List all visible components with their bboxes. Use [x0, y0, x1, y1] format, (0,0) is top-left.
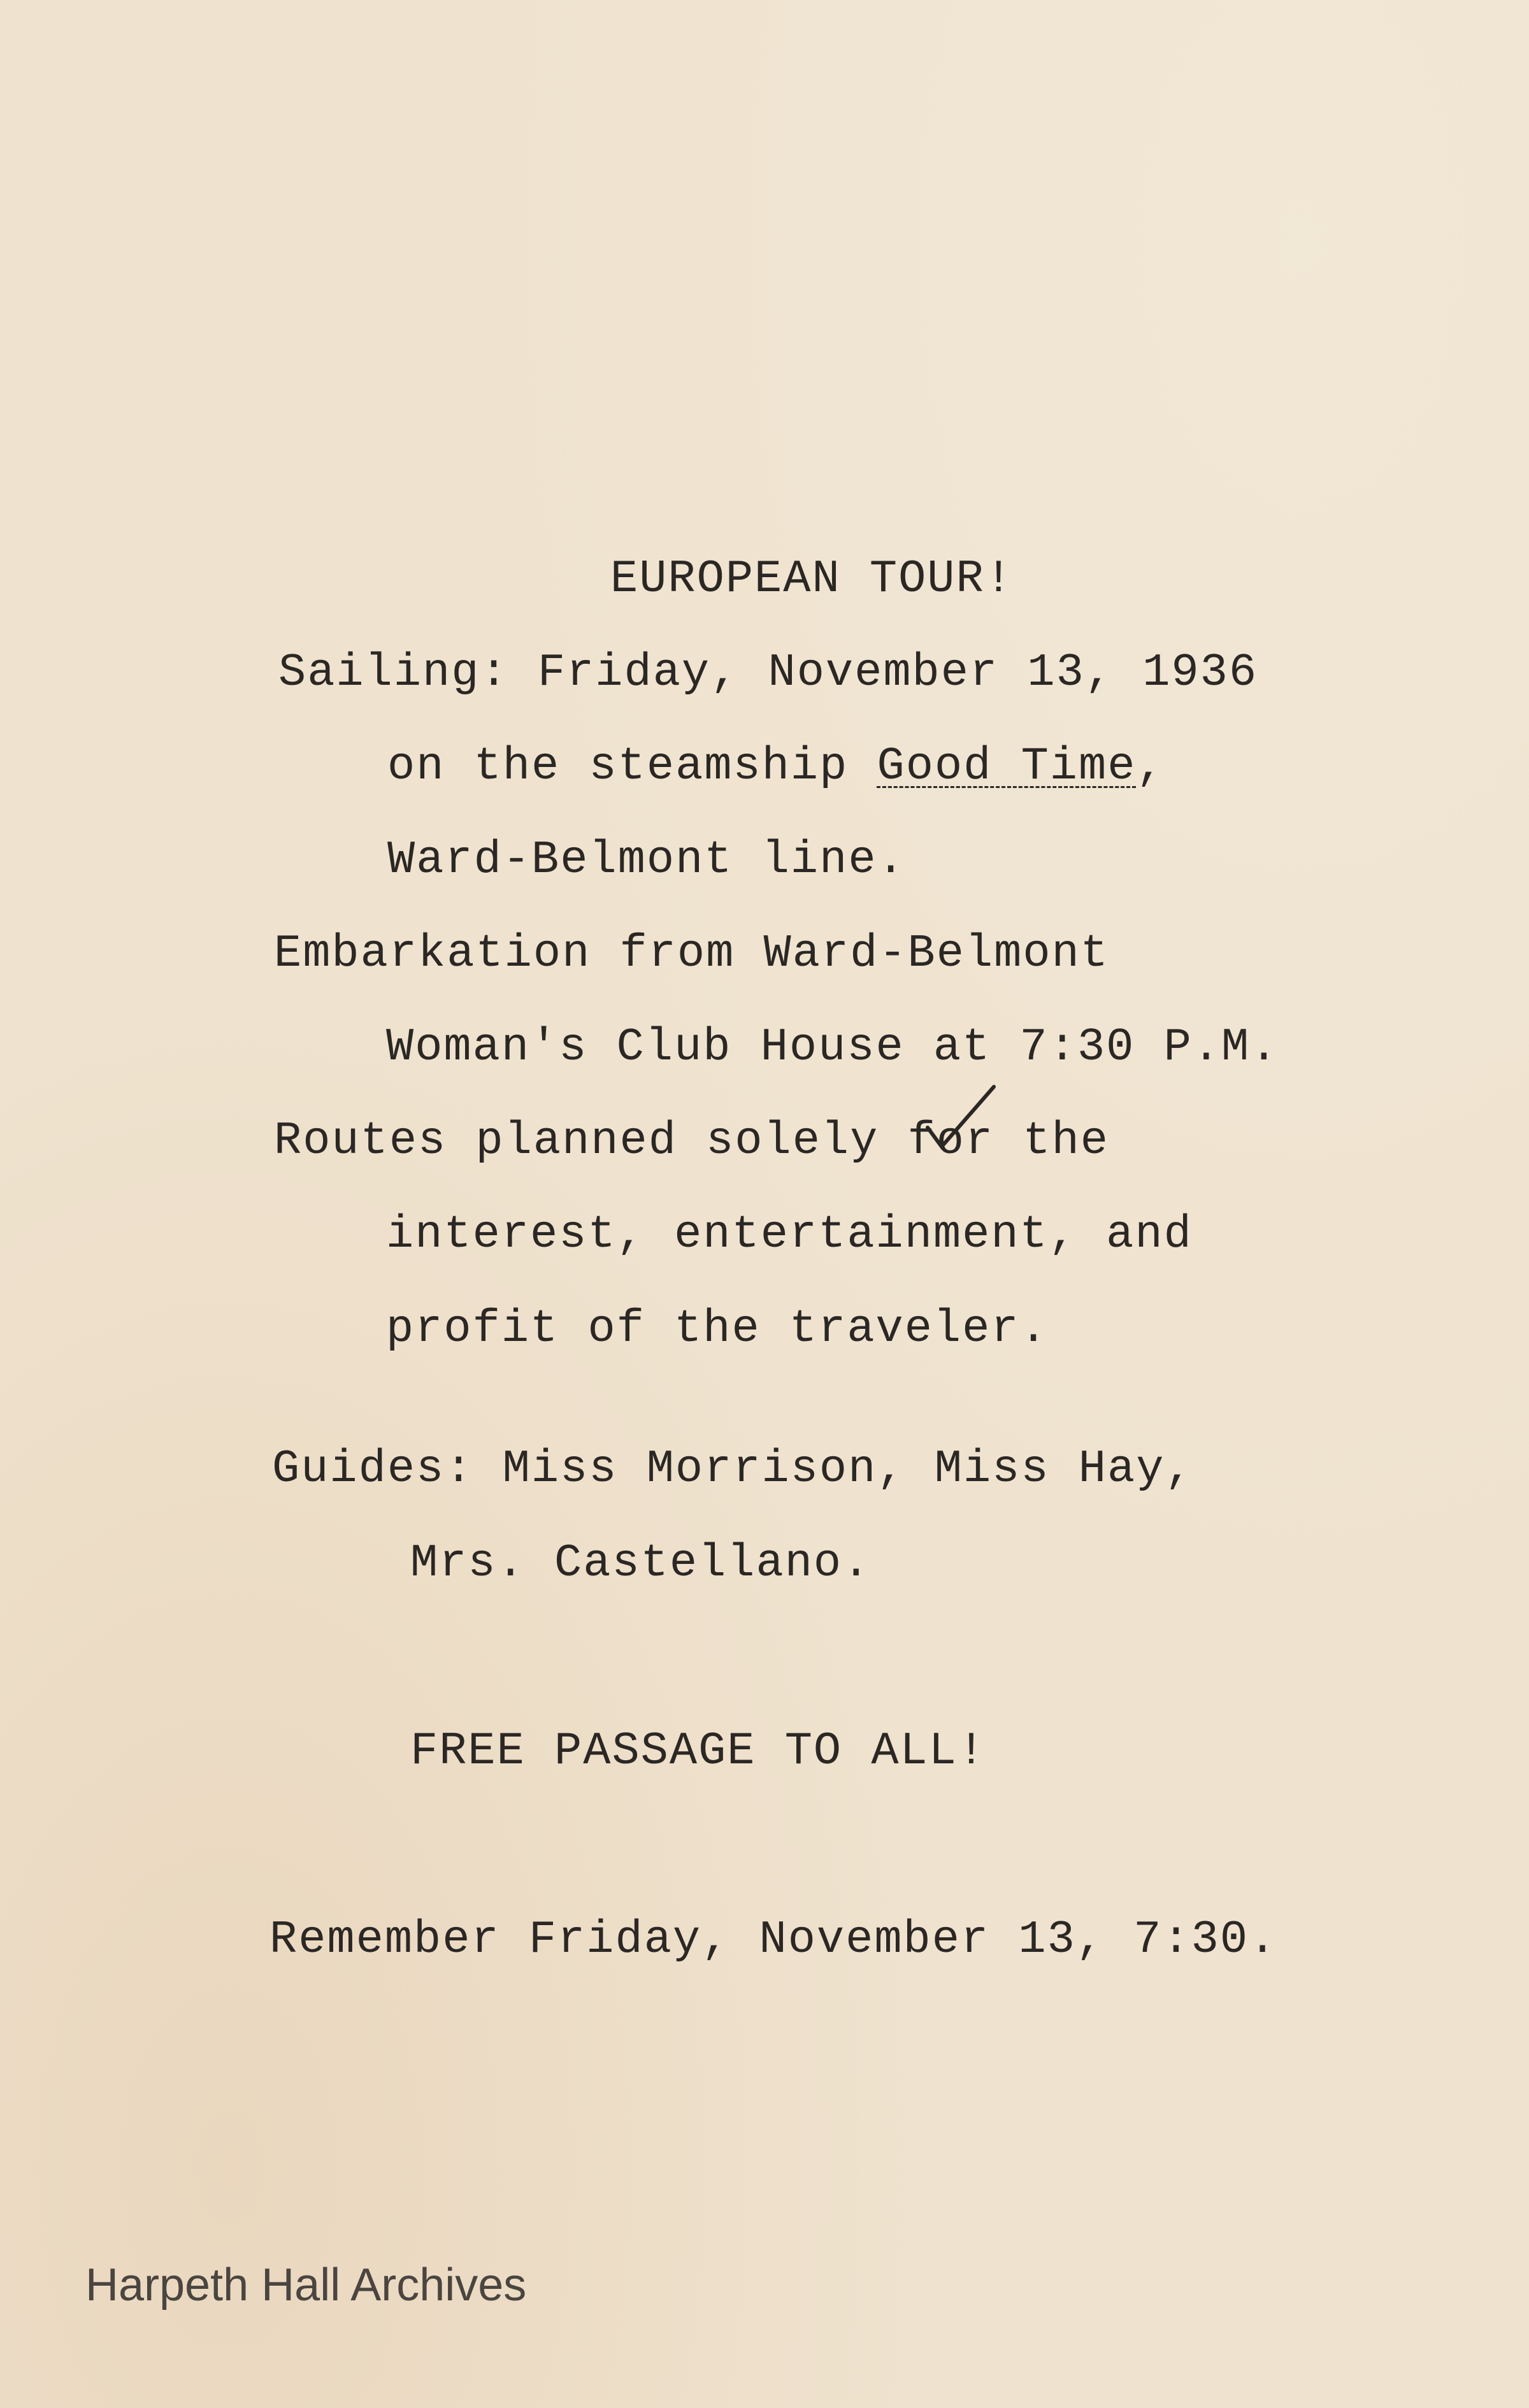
routes-line: Routes planned solely for the — [274, 1115, 1110, 1167]
line-name: Ward-Belmont line. — [387, 834, 906, 886]
handwritten-check-mark — [922, 1083, 999, 1153]
guides-cont: Mrs. Castellano. — [410, 1537, 872, 1589]
remember-line: Remember Friday, November 13, 7:30. — [269, 1914, 1278, 1966]
document-title: EUROPEAN TOUR! — [610, 553, 1014, 605]
interest-line: interest, entertainment, and — [386, 1208, 1193, 1261]
ship-line — [387, 740, 1165, 792]
sailing-line: Sailing: Friday, November 13, 1936 — [278, 647, 1258, 699]
ship-suffix: , — [1136, 740, 1165, 792]
club-line: Woman's Club House at 7:30 P.M. — [386, 1021, 1279, 1073]
profit-line: profit of the traveler. — [386, 1303, 1049, 1355]
ship-prefix: on the steamship — [387, 740, 877, 792]
ship-name: Good Time — [877, 740, 1137, 792]
guides-line: Guides: Miss Morrison, Miss Hay, — [272, 1443, 1194, 1495]
free-passage: FREE PASSAGE TO ALL! — [410, 1725, 987, 1777]
archive-watermark: Harpeth Hall Archives — [85, 2260, 527, 2311]
embarkation-line: Embarkation from Ward-Belmont — [274, 928, 1110, 980]
